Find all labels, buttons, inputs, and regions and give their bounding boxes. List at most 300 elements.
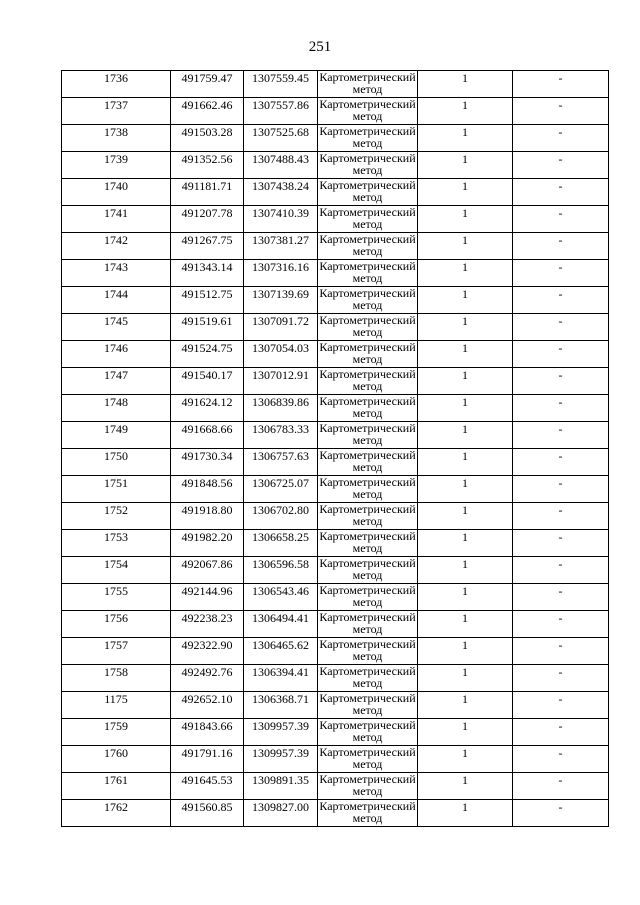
y-coordinate-cell-text: 1306702.80 xyxy=(252,503,309,517)
x-coordinate-cell xyxy=(171,260,244,287)
count-cell-text: 1 xyxy=(462,719,468,733)
note-cell-text: - xyxy=(558,692,563,706)
x-coordinate-cell xyxy=(171,557,244,584)
y-coordinate-cell-text: 1307557.86 xyxy=(252,98,309,112)
method-cell-text: Картометрический метод xyxy=(319,124,416,150)
note-cell-text: - xyxy=(558,476,563,490)
table-row xyxy=(62,719,609,746)
x-coordinate-cell-text: 491791.16 xyxy=(181,746,233,760)
method-cell xyxy=(318,665,418,692)
x-coordinate-cell-text: 492652.10 xyxy=(181,692,233,706)
count-cell xyxy=(418,503,513,530)
note-cell-text: - xyxy=(558,125,563,139)
x-coordinate-cell xyxy=(171,800,244,827)
method-cell-text: Картометрический метод xyxy=(319,313,416,339)
note-cell-text: - xyxy=(558,287,563,301)
table-row xyxy=(62,98,609,125)
y-coordinate-cell-text: 1306465.62 xyxy=(252,638,309,652)
table-row xyxy=(62,773,609,800)
method-cell-text: Картометрический метод xyxy=(319,70,416,96)
note-cell-text: - xyxy=(558,530,563,544)
method-cell xyxy=(318,800,418,827)
count-cell xyxy=(418,125,513,152)
y-coordinate-cell-text: 1309957.39 xyxy=(252,746,309,760)
note-cell xyxy=(513,125,609,152)
point-number-cell-text: 1756 xyxy=(104,611,128,625)
method-cell-text: Картометрический метод xyxy=(319,448,416,474)
note-cell xyxy=(513,179,609,206)
point-number-cell-text: 1745 xyxy=(104,314,128,328)
y-coordinate-cell-text: 1307316.16 xyxy=(252,260,309,274)
point-number-cell xyxy=(62,530,171,557)
x-coordinate-cell-text: 491519.61 xyxy=(181,314,233,328)
note-cell-text: - xyxy=(558,422,563,436)
table-row xyxy=(62,260,609,287)
note-cell xyxy=(513,260,609,287)
y-coordinate-cell-text: 1309957.39 xyxy=(252,719,309,733)
y-coordinate-cell-text: 1306658.25 xyxy=(252,530,309,544)
x-coordinate-cell xyxy=(171,341,244,368)
x-coordinate-cell-text: 491524.75 xyxy=(181,341,233,355)
method-cell xyxy=(318,530,418,557)
note-cell xyxy=(513,530,609,557)
y-coordinate-cell-text: 1306394.41 xyxy=(252,665,309,679)
count-cell xyxy=(418,800,513,827)
method-cell xyxy=(318,368,418,395)
count-cell-text: 1 xyxy=(462,557,468,571)
count-cell-text: 1 xyxy=(462,584,468,598)
count-cell-text: 1 xyxy=(462,611,468,625)
point-number-cell xyxy=(62,449,171,476)
y-coordinate-cell-text: 1307012.91 xyxy=(252,368,309,382)
count-cell-text: 1 xyxy=(462,422,468,436)
method-cell-text: Картометрический метод xyxy=(319,529,416,555)
method-cell-text: Картометрический метод xyxy=(319,394,416,420)
method-cell-text: Картометрический метод xyxy=(319,421,416,447)
y-coordinate-cell xyxy=(244,260,318,287)
count-cell-text: 1 xyxy=(462,530,468,544)
x-coordinate-cell xyxy=(171,584,244,611)
y-coordinate-cell-text: 1307410.39 xyxy=(252,206,309,220)
y-coordinate-cell-text: 1307559.45 xyxy=(252,71,309,85)
point-number-cell-text: 1761 xyxy=(104,773,128,787)
y-coordinate-cell-text: 1307438.24 xyxy=(252,179,309,193)
method-cell xyxy=(318,314,418,341)
method-cell xyxy=(318,611,418,638)
table-row xyxy=(62,665,609,692)
table-row xyxy=(62,179,609,206)
table-row xyxy=(62,152,609,179)
method-cell-text: Картометрический метод xyxy=(319,97,416,123)
count-cell xyxy=(418,233,513,260)
count-cell xyxy=(418,449,513,476)
count-cell xyxy=(418,719,513,746)
x-coordinate-cell xyxy=(171,449,244,476)
note-cell xyxy=(513,638,609,665)
count-cell xyxy=(418,665,513,692)
method-cell xyxy=(318,152,418,179)
note-cell xyxy=(513,395,609,422)
note-cell xyxy=(513,719,609,746)
count-cell xyxy=(418,692,513,719)
x-coordinate-cell xyxy=(171,746,244,773)
point-number-cell-text: 1175 xyxy=(104,692,128,706)
method-cell-text: Картометрический метод xyxy=(319,772,416,798)
y-coordinate-cell xyxy=(244,476,318,503)
point-number-cell-text: 1755 xyxy=(104,584,128,598)
y-coordinate-cell-text: 1309891.35 xyxy=(252,773,309,787)
table-row xyxy=(62,638,609,665)
method-cell-text: Картометрический метод xyxy=(319,232,416,258)
method-cell xyxy=(318,125,418,152)
y-coordinate-cell-text: 1307139.69 xyxy=(252,287,309,301)
point-number-cell-text: 1737 xyxy=(104,98,128,112)
point-number-cell xyxy=(62,98,171,125)
note-cell-text: - xyxy=(558,71,563,85)
note-cell-text: - xyxy=(558,98,563,112)
method-cell-text: Картометрический метод xyxy=(319,475,416,501)
table-row xyxy=(62,341,609,368)
count-cell xyxy=(418,287,513,314)
x-coordinate-cell xyxy=(171,314,244,341)
x-coordinate-cell xyxy=(171,476,244,503)
note-cell xyxy=(513,422,609,449)
note-cell xyxy=(513,746,609,773)
point-number-cell-text: 1751 xyxy=(104,476,128,490)
y-coordinate-cell xyxy=(244,611,318,638)
note-cell xyxy=(513,773,609,800)
method-cell xyxy=(318,233,418,260)
method-cell xyxy=(318,98,418,125)
note-cell-text: - xyxy=(558,179,563,193)
note-cell xyxy=(513,71,609,98)
point-number-cell-text: 1744 xyxy=(104,287,128,301)
note-cell-text: - xyxy=(558,341,563,355)
count-cell xyxy=(418,557,513,584)
y-coordinate-cell xyxy=(244,719,318,746)
y-coordinate-cell xyxy=(244,773,318,800)
method-cell xyxy=(318,746,418,773)
method-cell xyxy=(318,179,418,206)
x-coordinate-cell xyxy=(171,692,244,719)
method-cell xyxy=(318,719,418,746)
point-number-cell-text: 1750 xyxy=(104,449,128,463)
point-number-cell-text: 1736 xyxy=(104,71,128,85)
point-number-cell-text: 1762 xyxy=(104,800,128,814)
note-cell-text: - xyxy=(558,368,563,382)
count-cell-text: 1 xyxy=(462,98,468,112)
y-coordinate-cell xyxy=(244,206,318,233)
x-coordinate-cell xyxy=(171,638,244,665)
point-number-cell-text: 1753 xyxy=(104,530,128,544)
method-cell-text: Картометрический метод xyxy=(319,556,416,582)
count-cell-text: 1 xyxy=(462,314,468,328)
point-number-cell-text: 1759 xyxy=(104,719,128,733)
method-cell xyxy=(318,773,418,800)
count-cell-text: 1 xyxy=(462,800,468,814)
note-cell xyxy=(513,800,609,827)
x-coordinate-cell xyxy=(171,773,244,800)
x-coordinate-cell xyxy=(171,665,244,692)
table-row xyxy=(62,449,609,476)
note-cell xyxy=(513,314,609,341)
x-coordinate-cell xyxy=(171,71,244,98)
method-cell-text: Картометрический метод xyxy=(319,583,416,609)
method-cell xyxy=(318,71,418,98)
note-cell-text: - xyxy=(558,314,563,328)
note-cell-text: - xyxy=(558,611,563,625)
x-coordinate-cell-text: 492322.90 xyxy=(181,638,233,652)
y-coordinate-cell-text: 1307381.27 xyxy=(252,233,309,247)
note-cell-text: - xyxy=(558,665,563,679)
x-coordinate-cell xyxy=(171,287,244,314)
table-row xyxy=(62,557,609,584)
x-coordinate-cell xyxy=(171,233,244,260)
x-coordinate-cell-text: 491207.78 xyxy=(181,206,233,220)
method-cell xyxy=(318,557,418,584)
x-coordinate-cell xyxy=(171,611,244,638)
x-coordinate-cell xyxy=(171,395,244,422)
method-cell-text: Картометрический метод xyxy=(319,259,416,285)
count-cell xyxy=(418,368,513,395)
count-cell-text: 1 xyxy=(462,476,468,490)
y-coordinate-cell xyxy=(244,422,318,449)
count-cell-text: 1 xyxy=(462,71,468,85)
x-coordinate-cell-text: 491645.53 xyxy=(181,773,233,787)
note-cell-text: - xyxy=(558,395,563,409)
point-number-cell xyxy=(62,368,171,395)
y-coordinate-cell xyxy=(244,638,318,665)
method-cell xyxy=(318,422,418,449)
table-row xyxy=(62,71,609,98)
note-cell xyxy=(513,611,609,638)
y-coordinate-cell xyxy=(244,530,318,557)
x-coordinate-cell-text: 491982.20 xyxy=(181,530,233,544)
method-cell xyxy=(318,206,418,233)
point-number-cell xyxy=(62,422,171,449)
count-cell xyxy=(418,638,513,665)
point-number-cell-text: 1747 xyxy=(104,368,128,382)
point-number-cell xyxy=(62,314,171,341)
point-number-cell-text: 1740 xyxy=(104,179,128,193)
table-row xyxy=(62,530,609,557)
count-cell-text: 1 xyxy=(462,287,468,301)
table-row xyxy=(62,206,609,233)
y-coordinate-cell xyxy=(244,314,318,341)
x-coordinate-cell-text: 492144.96 xyxy=(181,584,233,598)
count-cell xyxy=(418,314,513,341)
count-cell-text: 1 xyxy=(462,152,468,166)
note-cell-text: - xyxy=(558,449,563,463)
y-coordinate-cell xyxy=(244,152,318,179)
method-cell-text: Картометрический метод xyxy=(319,610,416,636)
point-number-cell-text: 1749 xyxy=(104,422,128,436)
note-cell xyxy=(513,341,609,368)
point-number-cell xyxy=(62,773,171,800)
count-cell-text: 1 xyxy=(462,125,468,139)
table-row xyxy=(62,692,609,719)
table-row xyxy=(62,314,609,341)
point-number-cell-text: 1746 xyxy=(104,341,128,355)
x-coordinate-cell-text: 491662.46 xyxy=(181,98,233,112)
y-coordinate-cell-text: 1306494.41 xyxy=(252,611,309,625)
count-cell-text: 1 xyxy=(462,665,468,679)
method-cell xyxy=(318,260,418,287)
x-coordinate-cell-text: 491918.80 xyxy=(181,503,233,517)
method-cell-text: Картометрический метод xyxy=(319,502,416,528)
y-coordinate-cell xyxy=(244,746,318,773)
x-coordinate-cell-text: 491343.14 xyxy=(181,260,233,274)
y-coordinate-cell xyxy=(244,503,318,530)
point-number-cell xyxy=(62,71,171,98)
count-cell xyxy=(418,530,513,557)
note-cell xyxy=(513,503,609,530)
note-cell-text: - xyxy=(558,260,563,274)
note-cell xyxy=(513,233,609,260)
point-number-cell-text: 1738 xyxy=(104,125,128,139)
page-number: 251 xyxy=(308,39,332,55)
x-coordinate-cell-text: 492238.23 xyxy=(181,611,233,625)
y-coordinate-cell-text: 1307488.43 xyxy=(252,152,309,166)
note-cell-text: - xyxy=(558,719,563,733)
point-number-cell-text: 1743 xyxy=(104,260,128,274)
y-coordinate-cell xyxy=(244,449,318,476)
method-cell-text: Картометрический метод xyxy=(319,664,416,690)
y-coordinate-cell-text: 1306839.86 xyxy=(252,395,309,409)
table-row xyxy=(62,422,609,449)
note-cell xyxy=(513,206,609,233)
point-number-cell xyxy=(62,476,171,503)
count-cell-text: 1 xyxy=(462,395,468,409)
y-coordinate-cell xyxy=(244,665,318,692)
y-coordinate-cell-text: 1306757.63 xyxy=(252,449,309,463)
y-coordinate-cell xyxy=(244,368,318,395)
point-number-cell-text: 1742 xyxy=(104,233,128,247)
count-cell xyxy=(418,179,513,206)
point-number-cell xyxy=(62,746,171,773)
y-coordinate-cell-text: 1306368.71 xyxy=(252,692,309,706)
x-coordinate-cell-text: 491560.85 xyxy=(181,800,233,814)
point-number-cell xyxy=(62,692,171,719)
x-coordinate-cell-text: 491540.17 xyxy=(181,368,233,382)
method-cell xyxy=(318,692,418,719)
table-row xyxy=(62,800,609,827)
count-cell-text: 1 xyxy=(462,368,468,382)
y-coordinate-cell-text: 1306596.58 xyxy=(252,557,309,571)
y-coordinate-cell xyxy=(244,125,318,152)
point-number-cell xyxy=(62,557,171,584)
method-cell-text: Картометрический метод xyxy=(319,745,416,771)
x-coordinate-cell-text: 491267.75 xyxy=(181,233,233,247)
method-cell-text: Картометрический метод xyxy=(319,205,416,231)
count-cell xyxy=(418,98,513,125)
count-cell xyxy=(418,773,513,800)
point-number-cell-text: 1757 xyxy=(104,638,128,652)
point-number-cell xyxy=(62,152,171,179)
y-coordinate-cell xyxy=(244,233,318,260)
count-cell xyxy=(418,611,513,638)
note-cell xyxy=(513,584,609,611)
count-cell-text: 1 xyxy=(462,503,468,517)
count-cell-text: 1 xyxy=(462,206,468,220)
count-cell-text: 1 xyxy=(462,341,468,355)
point-number-cell xyxy=(62,179,171,206)
x-coordinate-cell xyxy=(171,206,244,233)
point-number-cell-text: 1758 xyxy=(104,665,128,679)
x-coordinate-cell-text: 491848.56 xyxy=(181,476,233,490)
y-coordinate-cell-text: 1306543.46 xyxy=(252,584,309,598)
note-cell-text: - xyxy=(558,152,563,166)
y-coordinate-cell-text: 1309827.00 xyxy=(252,800,309,814)
table-row xyxy=(62,611,609,638)
method-cell-text: Картометрический метод xyxy=(319,340,416,366)
x-coordinate-cell xyxy=(171,422,244,449)
count-cell-text: 1 xyxy=(462,773,468,787)
y-coordinate-cell xyxy=(244,71,318,98)
point-number-cell-text: 1760 xyxy=(104,746,128,760)
method-cell xyxy=(318,638,418,665)
method-cell xyxy=(318,476,418,503)
note-cell-text: - xyxy=(558,503,563,517)
y-coordinate-cell xyxy=(244,98,318,125)
y-coordinate-cell xyxy=(244,557,318,584)
method-cell-text: Картометрический метод xyxy=(319,637,416,663)
y-coordinate-cell-text: 1306783.33 xyxy=(252,422,309,436)
method-cell-text: Картометрический метод xyxy=(319,799,416,825)
y-coordinate-cell xyxy=(244,179,318,206)
count-cell xyxy=(418,395,513,422)
point-number-cell-text: 1752 xyxy=(104,503,128,517)
x-coordinate-cell-text: 491668.66 xyxy=(181,422,233,436)
x-coordinate-cell xyxy=(171,179,244,206)
point-number-cell xyxy=(62,206,171,233)
note-cell-text: - xyxy=(558,746,563,760)
y-coordinate-cell-text: 1306725.07 xyxy=(252,476,309,490)
note-cell xyxy=(513,368,609,395)
x-coordinate-cell-text: 491352.56 xyxy=(181,152,233,166)
table-row xyxy=(62,125,609,152)
y-coordinate-cell xyxy=(244,584,318,611)
point-number-cell-text: 1748 xyxy=(104,395,128,409)
point-number-cell xyxy=(62,719,171,746)
point-number-cell xyxy=(62,395,171,422)
x-coordinate-cell-text: 491843.66 xyxy=(181,719,233,733)
y-coordinate-cell xyxy=(244,800,318,827)
x-coordinate-cell-text: 491624.12 xyxy=(181,395,233,409)
note-cell-text: - xyxy=(558,638,563,652)
coordinates-table xyxy=(61,70,609,827)
y-coordinate-cell-text: 1307091.72 xyxy=(252,314,309,328)
x-coordinate-cell-text: 491512.75 xyxy=(181,287,233,301)
x-coordinate-cell-text: 491503.28 xyxy=(181,125,233,139)
point-number-cell xyxy=(62,503,171,530)
point-number-cell xyxy=(62,638,171,665)
note-cell xyxy=(513,449,609,476)
y-coordinate-cell xyxy=(244,287,318,314)
count-cell-text: 1 xyxy=(462,260,468,274)
count-cell-text: 1 xyxy=(462,179,468,193)
point-number-cell xyxy=(62,287,171,314)
x-coordinate-cell xyxy=(171,719,244,746)
y-coordinate-cell xyxy=(244,395,318,422)
count-cell-text: 1 xyxy=(462,233,468,247)
table-row xyxy=(62,287,609,314)
x-coordinate-cell xyxy=(171,152,244,179)
note-cell xyxy=(513,557,609,584)
point-number-cell xyxy=(62,611,171,638)
note-cell xyxy=(513,152,609,179)
count-cell xyxy=(418,476,513,503)
